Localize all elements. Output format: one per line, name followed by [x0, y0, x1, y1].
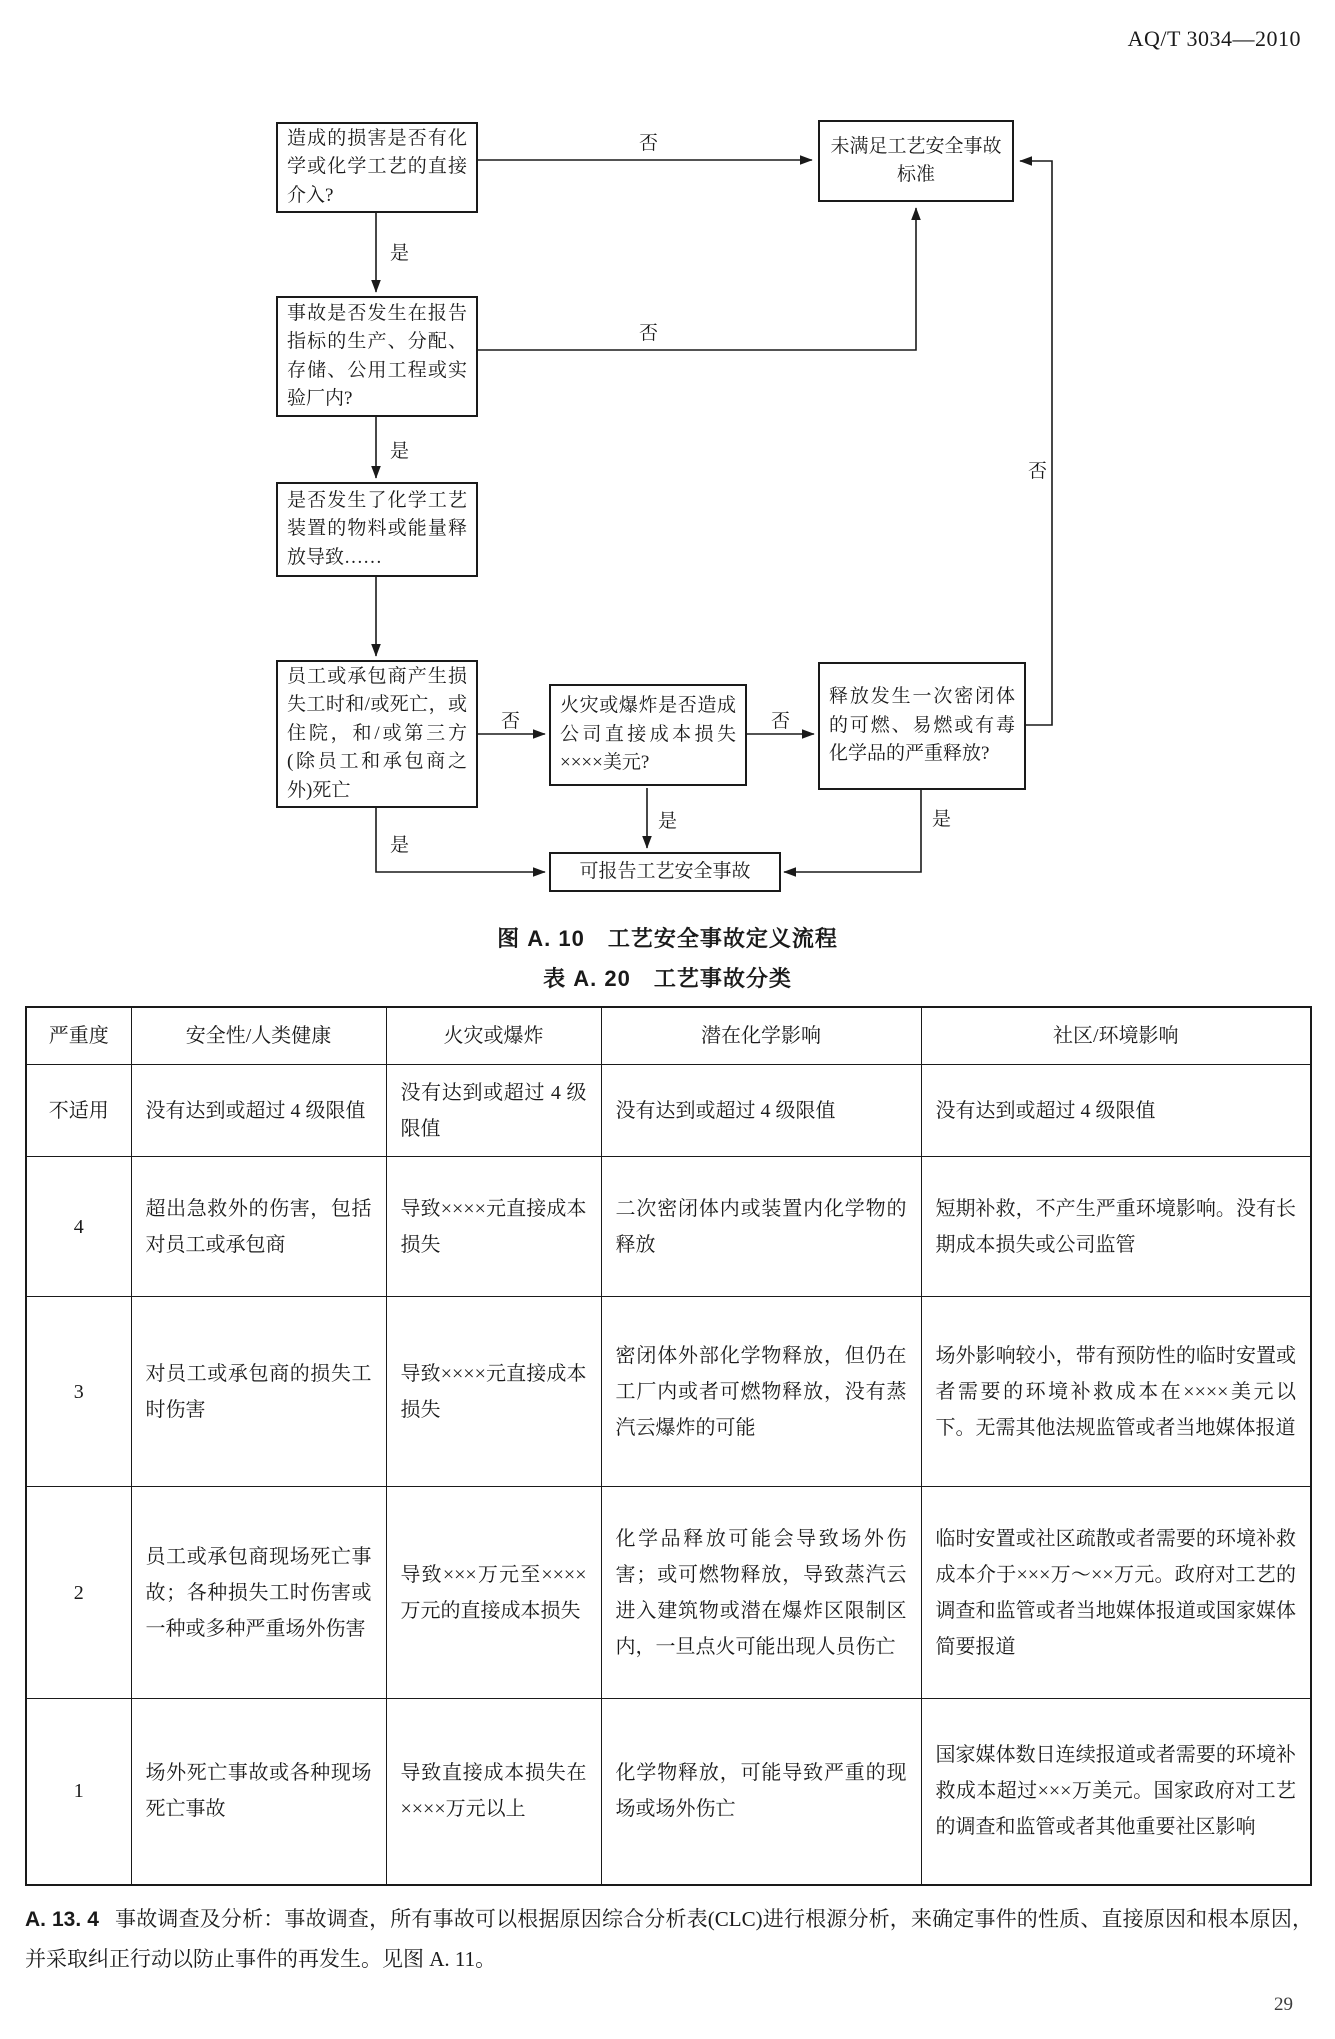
- cell-severity: 3: [26, 1297, 131, 1487]
- label-yes: 是: [388, 830, 411, 857]
- connector-q6-yes: [784, 790, 921, 872]
- cell-fire: 导致××××元直接成本损失: [386, 1157, 601, 1297]
- cell-severity: 4: [26, 1157, 131, 1297]
- label-no: 否: [637, 318, 660, 345]
- label-yes: 是: [388, 436, 411, 463]
- label-no: 否: [499, 706, 522, 733]
- flow-box-damage-question: [276, 122, 478, 213]
- flow-box-text: 火灾或爆炸是否造成公司直接成本损失××××美元?: [560, 695, 736, 774]
- table-row-level-3: [26, 1297, 1311, 1487]
- cell-severity: 不适用: [26, 1065, 131, 1157]
- cell-chemical: 化学物释放，可能导致严重的现场或场外伤亡: [601, 1699, 921, 1885]
- figure-caption: 图 A. 10 工艺安全事故定义流程: [497, 926, 838, 951]
- flow-box-text: 员工或承包商产生损失工时和/或死亡，或住院，和/或第三方(除员工和承包商之外)死亡: [287, 665, 467, 801]
- flow-box-release-question: [276, 482, 478, 577]
- flow-box-not-meeting-standard: [818, 120, 1014, 202]
- flow-box-fire-cost-question: [549, 684, 747, 786]
- table-row-not-applicable: [26, 1065, 1311, 1157]
- flow-box-text: 释放发生一次密闭体的可燃、易燃或有毒化学品的严重释放?: [829, 686, 1015, 765]
- cell-community: 没有达到或超过 4 级限值: [921, 1065, 1311, 1157]
- cell-safety: 超出急救外的伤害，包括对员工或承包商: [131, 1157, 386, 1297]
- section-a134-paragraph: [25, 1900, 1313, 1979]
- cell-chemical: 化学品释放可能会导致场外伤害；或可燃物释放，导致蒸汽云进入建筑物或潜在爆炸区限制区内，一旦点火可能出现人员伤亡: [601, 1487, 921, 1699]
- cell-severity: 2: [26, 1487, 131, 1699]
- cell-fire: 导致×××万元至××××万元的直接成本损失: [386, 1487, 601, 1699]
- cell-safety: 对员工或承包商的损失工时伤害: [131, 1297, 386, 1487]
- flow-box-text: 造成的损害是否有化学或化学工艺的直接介入?: [287, 127, 467, 206]
- cell-community: 短期补救，不产生严重环境影响。没有长期成本损失或公司监管: [921, 1157, 1311, 1297]
- column-header-safety: 安全性/人类健康: [131, 1007, 386, 1065]
- cell-chemical: 密闭体外部化学物释放，但仍在工厂内或者可燃物释放，没有蒸汽云爆炸的可能: [601, 1297, 921, 1487]
- cell-community: 场外影响较小，带有预防性的临时安置或者需要的环境补救成本在××××美元以下。无需其他法规监管或者当地媒体报道: [921, 1297, 1311, 1487]
- flow-box-text: 未满足工艺安全事故标准: [830, 135, 1002, 185]
- connector-q6-no: [1020, 161, 1052, 725]
- cell-chemical: 二次密闭体内或装置内化学物的释放: [601, 1157, 921, 1297]
- column-header-severity: 严重度: [26, 1007, 131, 1065]
- section-text: 事故调查及分析：事故调查，所有事故可以根据原因综合分析表(CLC)进行根源分析，来确定事件的性质、直接原因和根本原因，并采取纠正行动以防止事件的再发生。见图 A. 11。: [25, 1907, 1314, 1971]
- column-header-chemical: 潜在化学影响: [601, 1007, 921, 1065]
- flow-box-text: 事故是否发生在报告指标的生产、分配、存储、公用工程或实验厂内?: [287, 302, 467, 409]
- label-yes: 是: [930, 804, 953, 831]
- label-no: 否: [637, 128, 660, 155]
- cell-community: 临时安置或社区疏散或者需要的环境补救成本介于×××万～××万元。政府对工艺的调查和监管或者当地媒体报道或国家媒体简要报道: [921, 1487, 1311, 1699]
- section-number: A. 13. 4: [25, 1908, 99, 1931]
- table-title: 表 A. 20 工艺事故分类: [543, 966, 792, 991]
- table-row-level-4: [26, 1157, 1311, 1297]
- flow-box-location-question: [276, 296, 478, 417]
- cell-safety: 员工或承包商现场死亡事故；各种损失工时伤害或一种或多种严重场外伤害: [131, 1487, 386, 1699]
- label-yes: 是: [656, 806, 679, 833]
- flow-box-injury-question: [276, 660, 478, 808]
- connector-q2-no: [478, 208, 916, 350]
- table-header-row: [26, 1007, 1311, 1065]
- table-row-level-2: [26, 1487, 1311, 1699]
- flow-box-chemical-release-question: [818, 662, 1026, 790]
- label-no: 否: [1026, 456, 1049, 483]
- cell-safety: 场外死亡事故或各种现场死亡事故: [131, 1699, 386, 1885]
- column-header-fire: 火灾或爆炸: [386, 1007, 601, 1065]
- flow-box-reportable-incident: [549, 852, 781, 892]
- flow-box-text: 可报告工艺安全事故: [579, 860, 751, 882]
- cell-severity: 1: [26, 1699, 131, 1885]
- cell-fire: 导致××××元直接成本损失: [386, 1297, 601, 1487]
- cell-safety: 没有达到或超过 4 级限值: [131, 1065, 386, 1157]
- document-number-header: AQ/T 3034—2010: [1127, 26, 1301, 51]
- column-header-community: 社区/环境影响: [921, 1007, 1311, 1065]
- label-no: 否: [769, 706, 792, 733]
- flow-box-text: 是否发生了化学工艺装置的物料或能量释放导致……: [287, 489, 467, 568]
- cell-fire: 导致直接成本损失在××××万元以上: [386, 1699, 601, 1885]
- label-yes: 是: [388, 238, 411, 265]
- table-row-level-1: [26, 1699, 1311, 1885]
- cell-chemical: 没有达到或超过 4 级限值: [601, 1065, 921, 1157]
- page-number: 29: [1274, 1994, 1293, 2015]
- cell-community: 国家媒体数日连续报道或者需要的环境补救成本超过×××万美元。国家政府对工艺的调查和监管或者其他重要社区影响: [921, 1699, 1311, 1885]
- classification-table: [25, 1006, 1312, 1886]
- cell-fire: 没有达到或超过 4 级限值: [386, 1065, 601, 1157]
